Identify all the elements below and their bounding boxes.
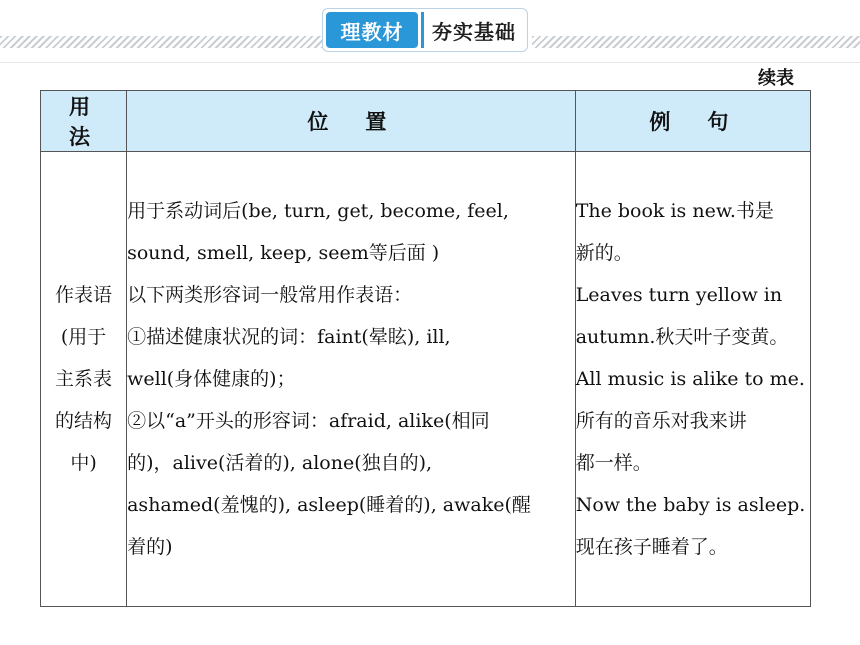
column-header-example: 例 句 (575, 91, 810, 152)
example-line: Leaves turn yellow in (575, 284, 783, 306)
usage-line: 作表语 (55, 284, 113, 306)
position-line: 用于系动词后(be, turn, get, become, feel, (127, 200, 509, 222)
position-line: 以下两类形容词一般常用作表语： (127, 284, 413, 306)
continued-label: 续表 (758, 68, 794, 89)
usage-cell (41, 152, 127, 607)
usage-line: 主系表 (55, 368, 113, 390)
grammar-table (40, 90, 811, 607)
position-line: ashamed(羞愧的), asleep(睡着的), awake(醒 (127, 494, 531, 516)
example-line: 现在孩子睡着了。 (575, 536, 728, 558)
example-line: 所有的音乐对我来讲 (575, 410, 747, 432)
banner-tag-secondary: 夯实基础 (421, 12, 524, 48)
usage-line: (用于 (60, 326, 107, 348)
example-line: 新的。 (575, 242, 633, 264)
table-row (41, 152, 811, 607)
usage-line: 中) (70, 452, 97, 474)
position-line: sound, smell, keep, seem等后面 ) (127, 242, 440, 264)
section-banner (322, 8, 528, 52)
position-line: 的)，alive(活着的), alone(独自的), (127, 452, 433, 474)
column-header-usage: 用 法 (41, 91, 127, 152)
example-line: 都一样。 (575, 452, 652, 474)
position-line: well(身体健康的)； (127, 368, 296, 390)
position-line: 着的) (127, 536, 173, 558)
header-stripe-right (532, 36, 860, 48)
example-line: All music is alike to me. (575, 368, 805, 390)
position-line: ②以“a”开头的形容词：afraid, alike(相同 (127, 410, 490, 432)
position-cell (127, 152, 576, 607)
example-line: Now the baby is asleep. (575, 494, 806, 516)
table-header-row (41, 91, 811, 152)
usage-line: 的结构 (55, 410, 113, 432)
position-line: ①描述健康状况的词：faint(晕眩), ill, (127, 326, 451, 348)
example-cell (575, 152, 810, 607)
page-header (0, 0, 860, 66)
column-header-position: 位 置 (127, 91, 576, 152)
header-divider (0, 62, 860, 63)
example-line: autumn.秋天叶子变黄。 (575, 326, 789, 348)
banner-tag-primary: 理教材 (326, 12, 418, 48)
example-line: The book is new.书是 (575, 200, 774, 222)
header-stripe-left (0, 36, 322, 48)
